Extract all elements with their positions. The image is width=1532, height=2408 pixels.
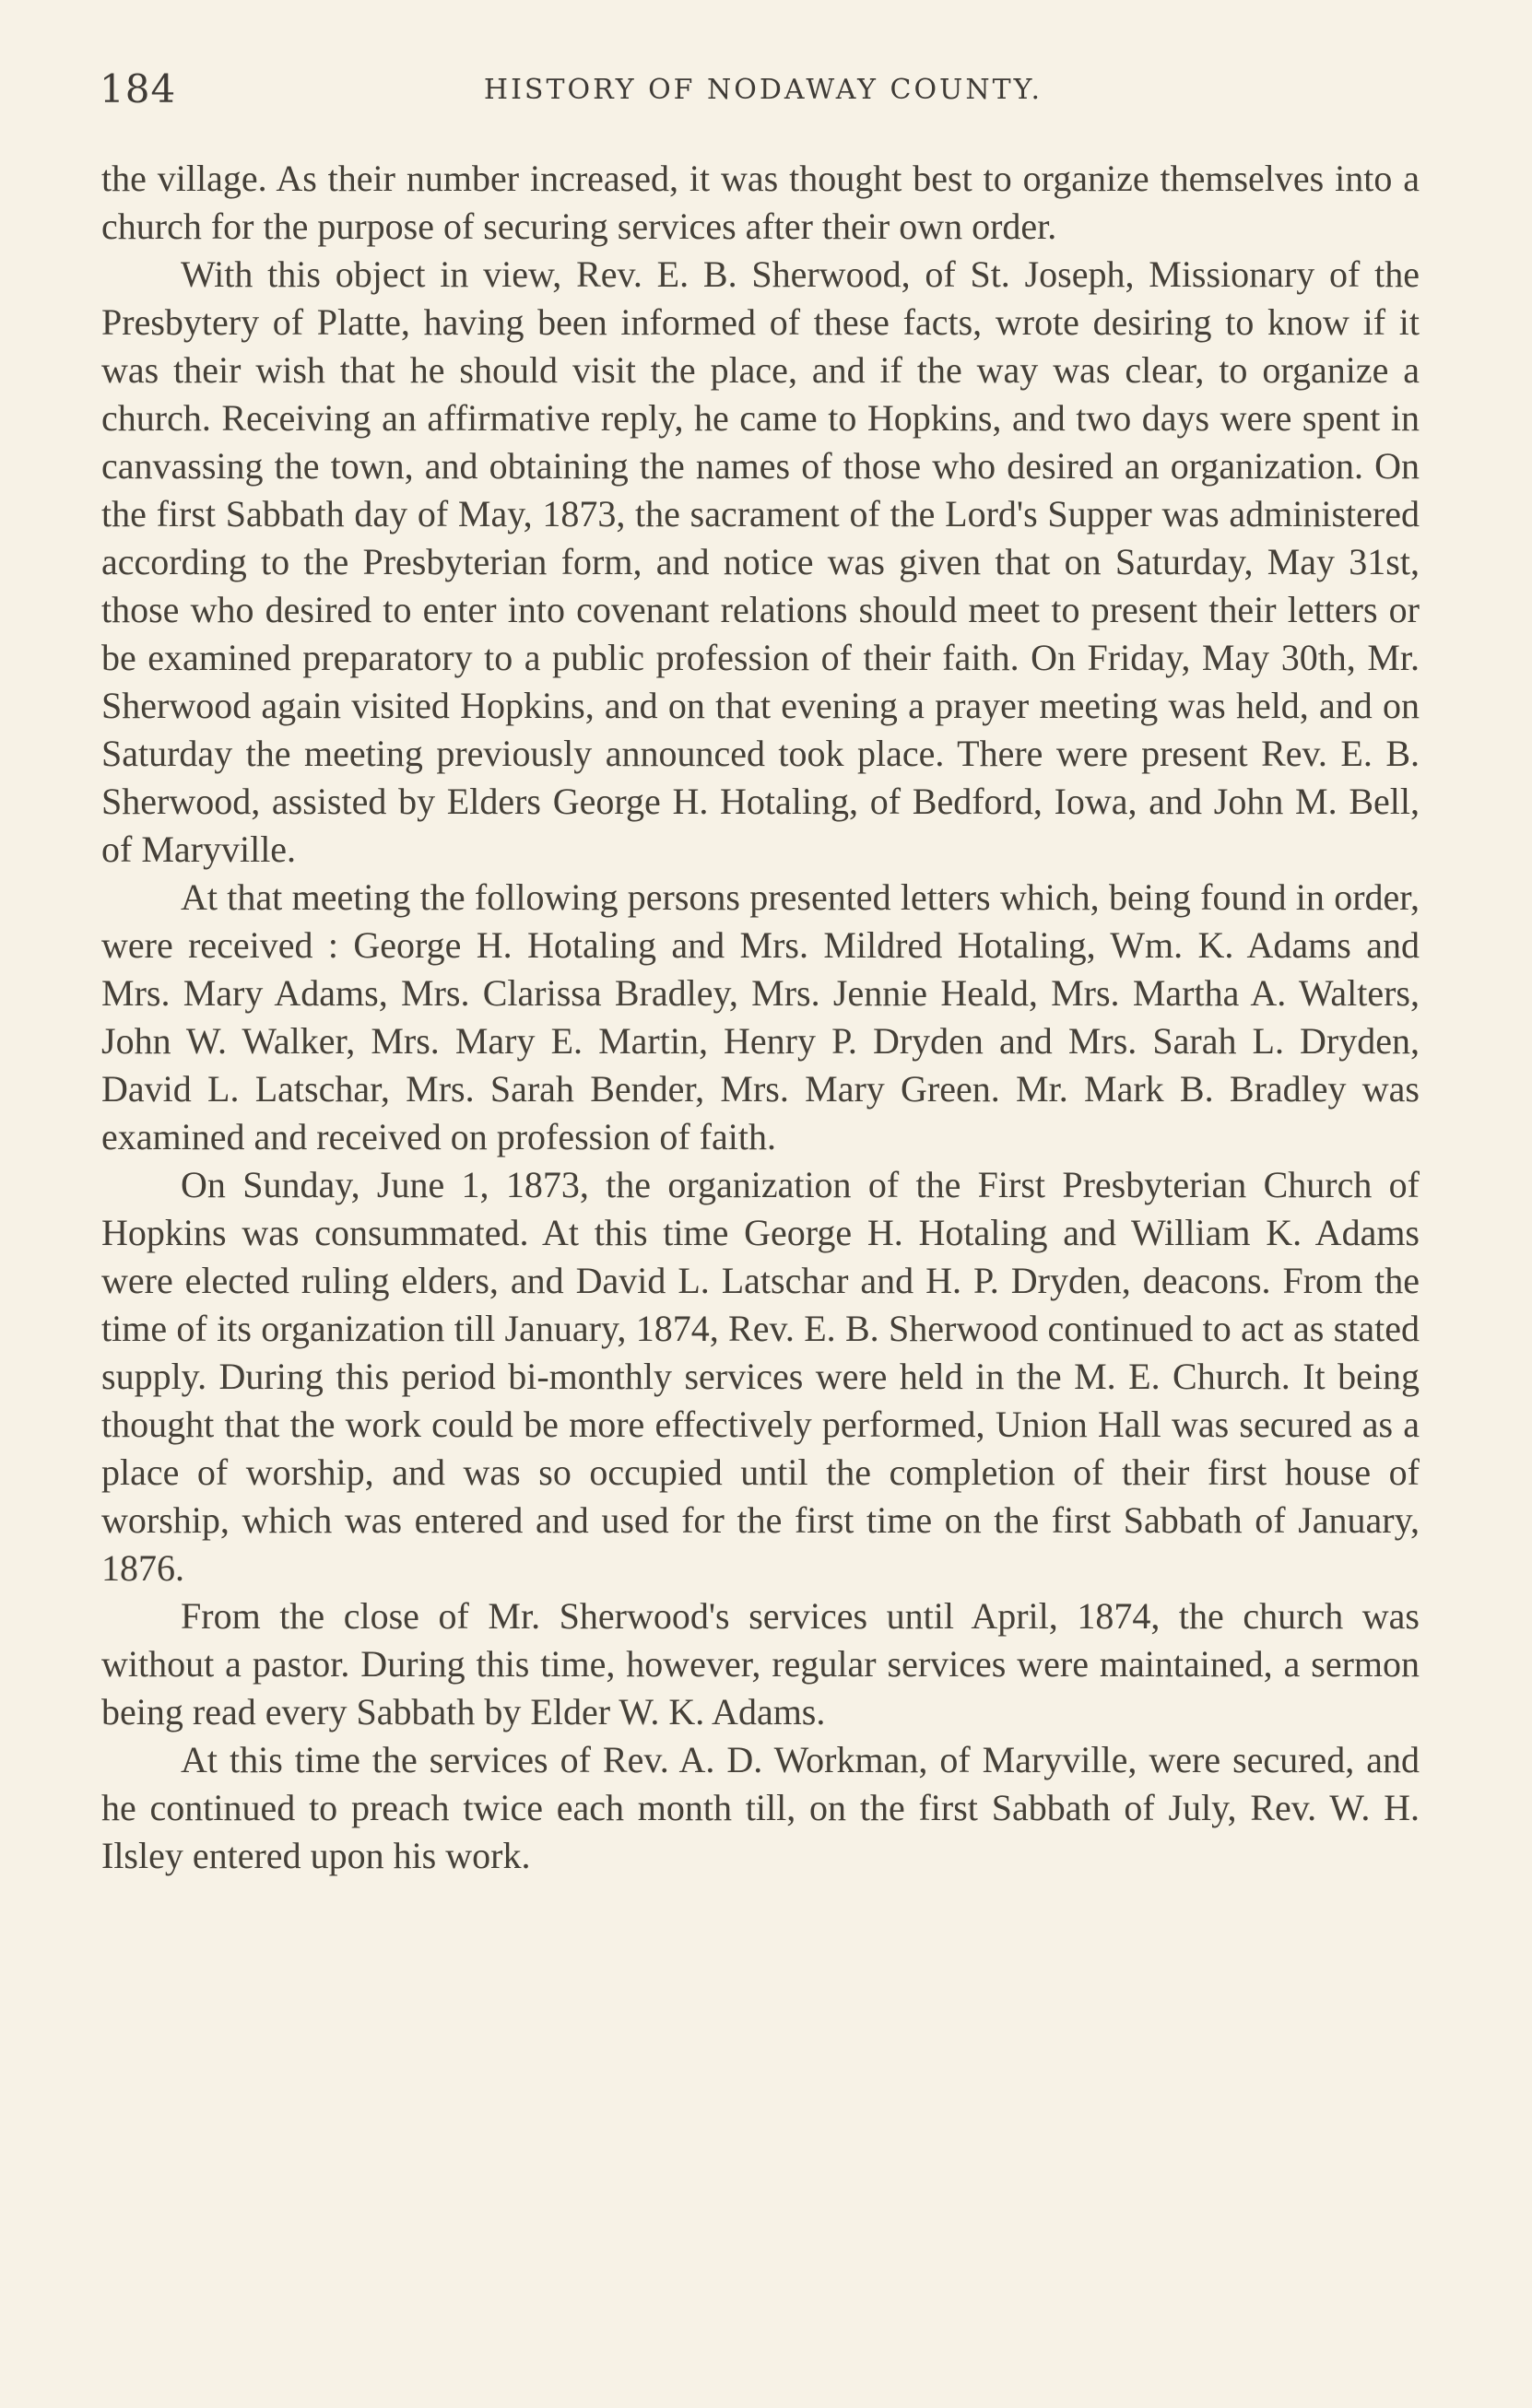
paragraph-5: From the close of Mr. Sherwood's services until April, 1874, the church was without a pastor. During this time, however, regular services were maintained, a sermon being read every Sabbath by Elder W. K. Adams.	[101, 1595, 1420, 1733]
paragraph-6: At this time the services of Rev. A. D. Workman, of Maryville, were secured, and he continued to preach twice each month till, on the first Sabbath of July, Rev. W. H. Ilsley entered upon his work.	[101, 1739, 1420, 1876]
page-header	[100, 66, 1427, 131]
running-title: HISTORY OF NODAWAY COUNTY.	[483, 74, 1043, 106]
paragraph-1: the village. As their number increased, it was thought best to organize themselves into a church for the purpose of securing services after their own order.	[101, 158, 1420, 247]
page-number: 184	[100, 66, 177, 112]
paragraph-3: At that meeting the following persons presented letters which, being found in order, were received : George H. Hotaling and Mrs. Mildred Hotaling, Wm. K. Adams and Mrs. Mary Adams, Mrs. Clarissa Bradley, Mrs. Jennie Heald, Mrs. Martha A. Walters, John W. Walker, Mrs. Mary E. Martin, Henry P. Dryden and Mrs. Sarah L. Dryden, David L. Latschar, Mrs. Sarah Bender, Mrs. Mary Green. Mr. Mark B. Bradley was examined and received on profession of faith.	[101, 876, 1420, 1157]
paragraph-4: On Sunday, June 1, 1873, the organization of the First Presbyterian Church of Hopkins was consummated. At this time George H. Hotaling and William K. Adams were elected ruling elders, and David L. Latschar and H. P. Dryden, deacons. From the time of its organization till January, 1874, Rev. E. B. Sherwood continued to act as stated supply. During this period bi-monthly services were held in the M. E. Church. It being thought that the work could be more effectively performed, Union Hall was secured as a place of worship, and was so occupied until the completion of their first house of worship, which was entered and used for the first time on the first Sabbath of January, 1876.	[101, 1164, 1420, 1589]
body-text	[101, 155, 1420, 1880]
paragraph-2: With this object in view, Rev. E. B. Sherwood, of St. Joseph, Missionary of the Presbytery of Platte, having been informed of these facts, wrote desiring to know if it was their wish that he should visit the place, and if the way was clear, to organize a church. Receiving an affirmative reply, he came to Hopkins, and two days were spent in canvassing the town, and obtaining the names of those who desired an organization. On the first Sabbath day of May, 1873, the sacrament of the Lord's Supper was administered according to the Presbyterian form, and notice was given that on Saturday, May 31st, those who desired to enter into covenant relations should meet to present their letters or be examined preparatory to a public profession of their faith. On Friday, May 30th, Mr. Sherwood again visited Hopkins, and on that evening a prayer meeting was held, and on Saturday the meeting previously announced took place. There were present Rev. E. B. Sherwood, assisted by Elders George H. Hotaling, of Bedford, Iowa, and John M. Bell, of Maryville.	[101, 253, 1420, 870]
